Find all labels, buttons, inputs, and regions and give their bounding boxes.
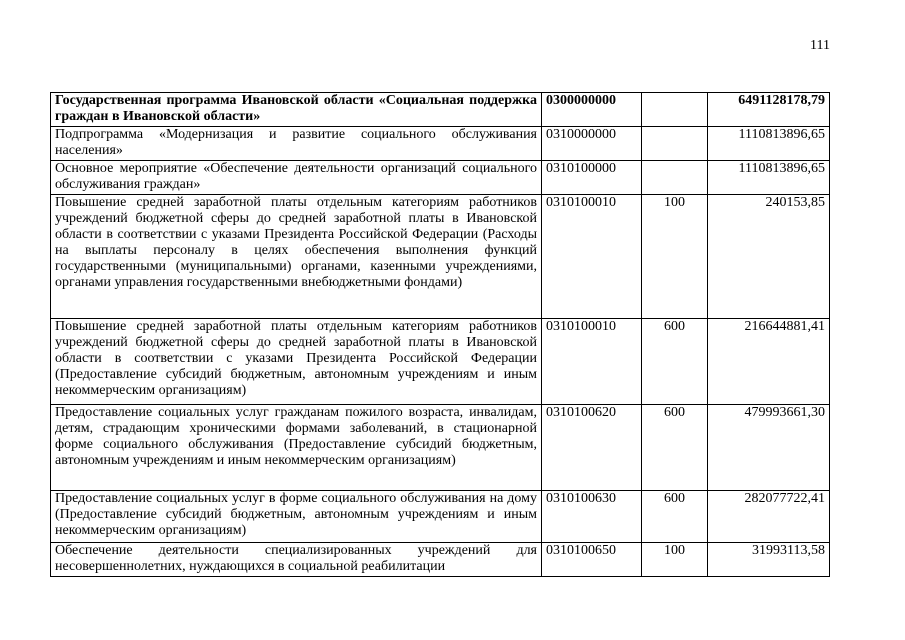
table-row [51, 405, 830, 491]
row-name: Обеспечение деятельности специализированных учреждений для несовершеннолетних, нуждающихся в социальной реабилитации [51, 543, 542, 577]
row-code: 0310100010 [542, 195, 642, 319]
row-amount: 282077722,41 [708, 491, 830, 543]
row-code: 0310100000 [542, 161, 642, 195]
table-row [51, 195, 830, 319]
row-name: Подпрограмма «Модернизация и развитие социального обслуживания населения» [51, 127, 542, 161]
row-code: 0310100010 [542, 319, 642, 405]
row-type: 600 [642, 319, 708, 405]
row-type: 100 [642, 195, 708, 319]
row-code: 0310100620 [542, 405, 642, 491]
row-code: 0310000000 [542, 127, 642, 161]
row-code: 0310100630 [542, 491, 642, 543]
row-amount: 240153,85 [708, 195, 830, 319]
row-name: Повышение средней заработной платы отдельным категориям работников учреждений бюджетной сферы до средней заработной платы в Ивановской области в соответствии с указами Президента Российской Федерации (Расходы на выплаты персоналу в целях обеспечения выполнения функций государственными (муниципальными) органами, казенными учреждениями, органами управления государственными внебюджетными фондами) [51, 195, 542, 319]
row-amount: 1110813896,65 [708, 161, 830, 195]
page-number: 111 [810, 38, 830, 53]
row-name: Предоставление социальных услуг гражданам пожилого возраста, инвалидам, детям, страдающим хроническими формами заболеваний, в стационарной форме социального обслуживания (Предоставление субсидий бюджетным, автономным учреждениям и иным некоммерческим организациям) [51, 405, 542, 491]
row-code: 0300000000 [542, 93, 642, 127]
row-amount: 31993113,58 [708, 543, 830, 577]
row-type: 100 [642, 543, 708, 577]
row-code: 0310100650 [542, 543, 642, 577]
row-name: Государственная программа Ивановской области «Социальная поддержка граждан в Ивановской области» [51, 93, 542, 127]
table-row [51, 319, 830, 405]
row-amount: 216644881,41 [708, 319, 830, 405]
budget-table [50, 92, 830, 577]
row-type [642, 127, 708, 161]
table-row [51, 127, 830, 161]
table-row [51, 543, 830, 577]
table-row [51, 93, 830, 127]
row-name: Основное мероприятие «Обеспечение деятельности организаций социального обслуживания граждан» [51, 161, 542, 195]
row-name: Предоставление социальных услуг в форме социального обслуживания на дому (Предоставление субсидий бюджетным, автономным учреждениям и иным некоммерческим организациям) [51, 491, 542, 543]
row-type [642, 93, 708, 127]
row-type [642, 161, 708, 195]
row-type: 600 [642, 405, 708, 491]
row-amount: 479993661,30 [708, 405, 830, 491]
row-amount: 6491128178,79 [708, 93, 830, 127]
row-amount: 1110813896,65 [708, 127, 830, 161]
table-row [51, 161, 830, 195]
row-type: 600 [642, 491, 708, 543]
table-row [51, 491, 830, 543]
row-name: Повышение средней заработной платы отдельным категориям работников учреждений бюджетной сферы до средней заработной платы в Ивановской области в соответствии с указами Президента Российской Федерации (Предоставление субсидий бюджетным, автономным учреждениям и иным некоммерческим организациям) [51, 319, 542, 405]
